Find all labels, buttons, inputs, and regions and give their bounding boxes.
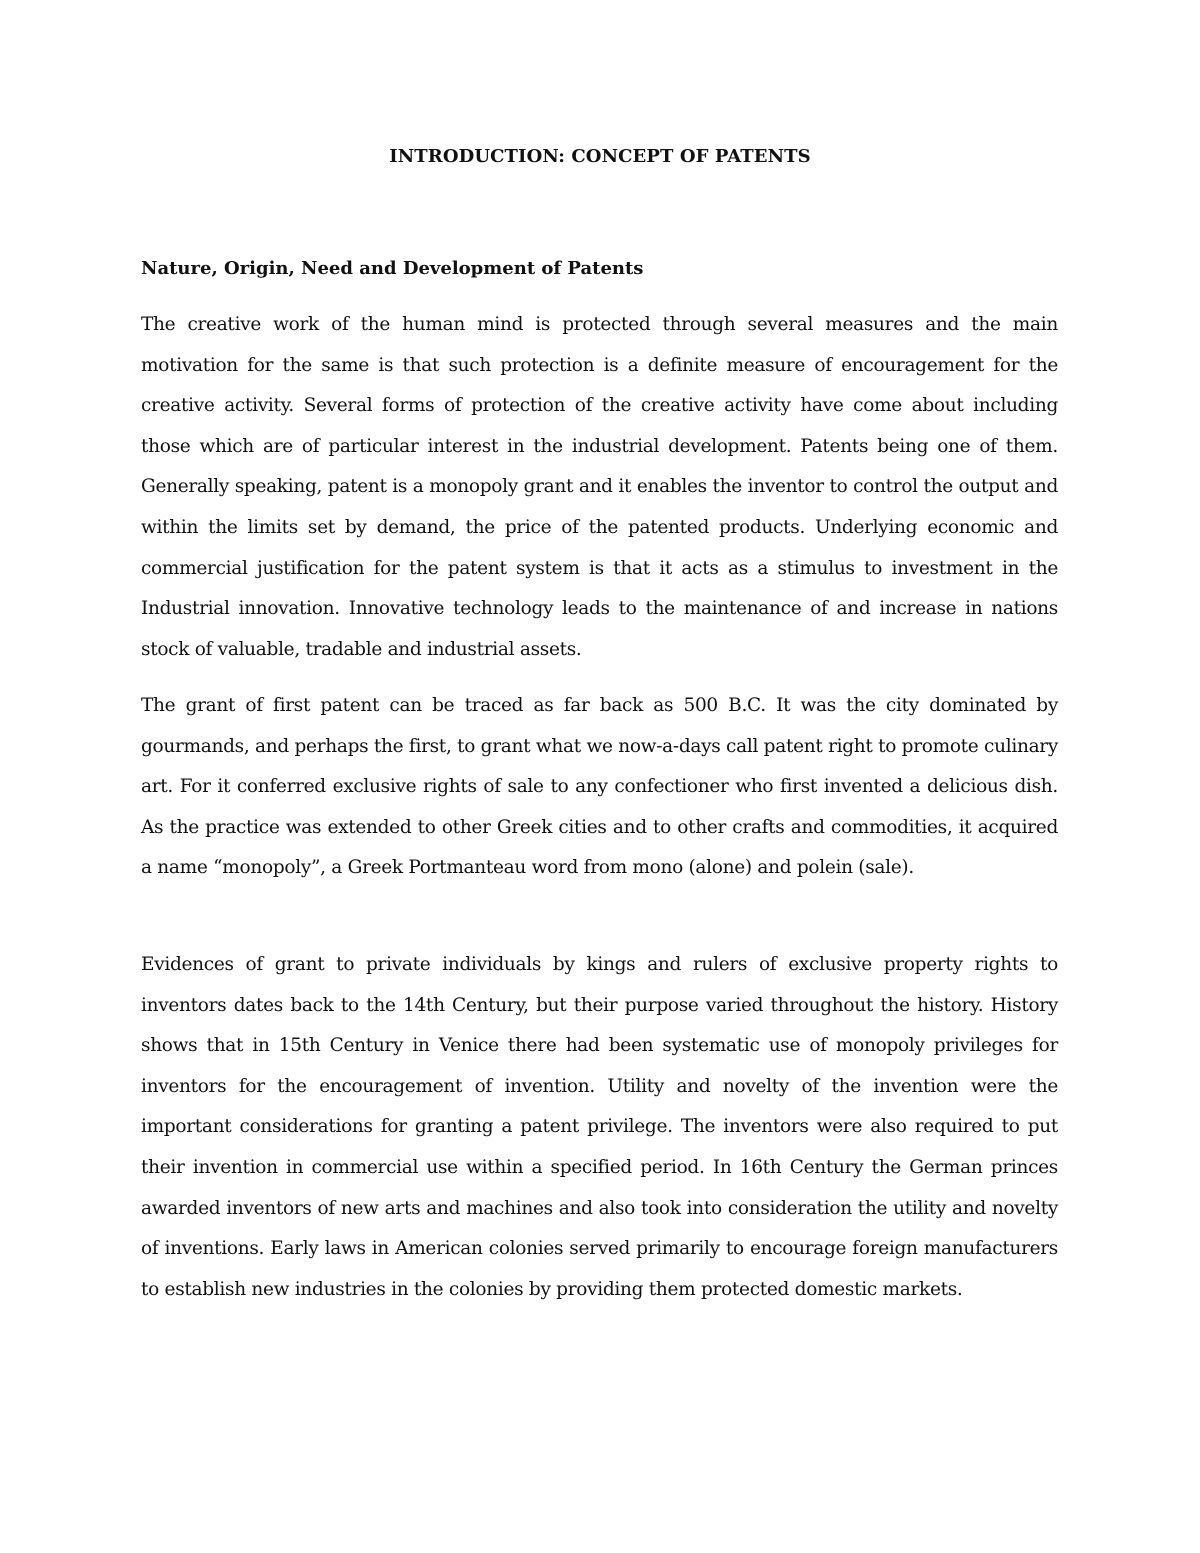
- section-heading: Nature, Origin, Need and Development of Patents: [141, 258, 644, 279]
- page-title: INTRODUCTION: CONCEPT OF PATENTS: [389, 146, 811, 167]
- paragraph-history-of-patents: Evidences of grant to private individuals by kings and rulers of exclusive property rights to inventors dates back to the 14th Century, but their purpose varied throughout the history. History shows that in 15th Century in Venice there had been systematic use of monopoly privileges for inventors for the encouragement of invention. Utility and novelty of the invention were the important considerations for granting a patent privilege. The inventors were also required to put their invention in commercial use within a specified period. In 16th Century the German princes awarded inventors of new arts and machines and also took into consideration the utility and novelty of inventions. Early laws in American colonies served primarily to encourage foreign manufacturers to establish new industries in the colonies by providing them protected domestic markets.: [141, 954, 1058, 1300]
- paragraph-nature-of-patents: The creative work of the human mind is protected through several measures and the main motivation for the same is that such protection is a definite measure of encouragement for the creative activity. Several forms of protection of the creative activity have come about including those which are of particular interest in the industrial development. Patents being one of them. Generally speaking, patent is a monopoly grant and it enables the inventor to control the output and within the limits set by demand, the price of the patented products. Underlying economic and commercial justification for the patent system is that it acts as a stimulus to investment in the Industrial innovation. Innovative technology leads to the maintenance of and increase in nations stock of valuable, tradable and industrial assets.: [141, 314, 1058, 660]
- paragraph-origin-of-patents: The grant of first patent can be traced as far back as 500 B.C. It was the city dominated by gourmands, and perhaps the first, to grant what we now-a-days call patent right to promote culinary art. For it conferred exclusive rights of sale to any confectioner who first invented a delicious dish. As the practice was extended to other Greek cities and to other crafts and commodities, it acquired a name “monopoly”, a Greek Portmanteau word from mono (alone) and polein (sale).: [141, 695, 1058, 879]
